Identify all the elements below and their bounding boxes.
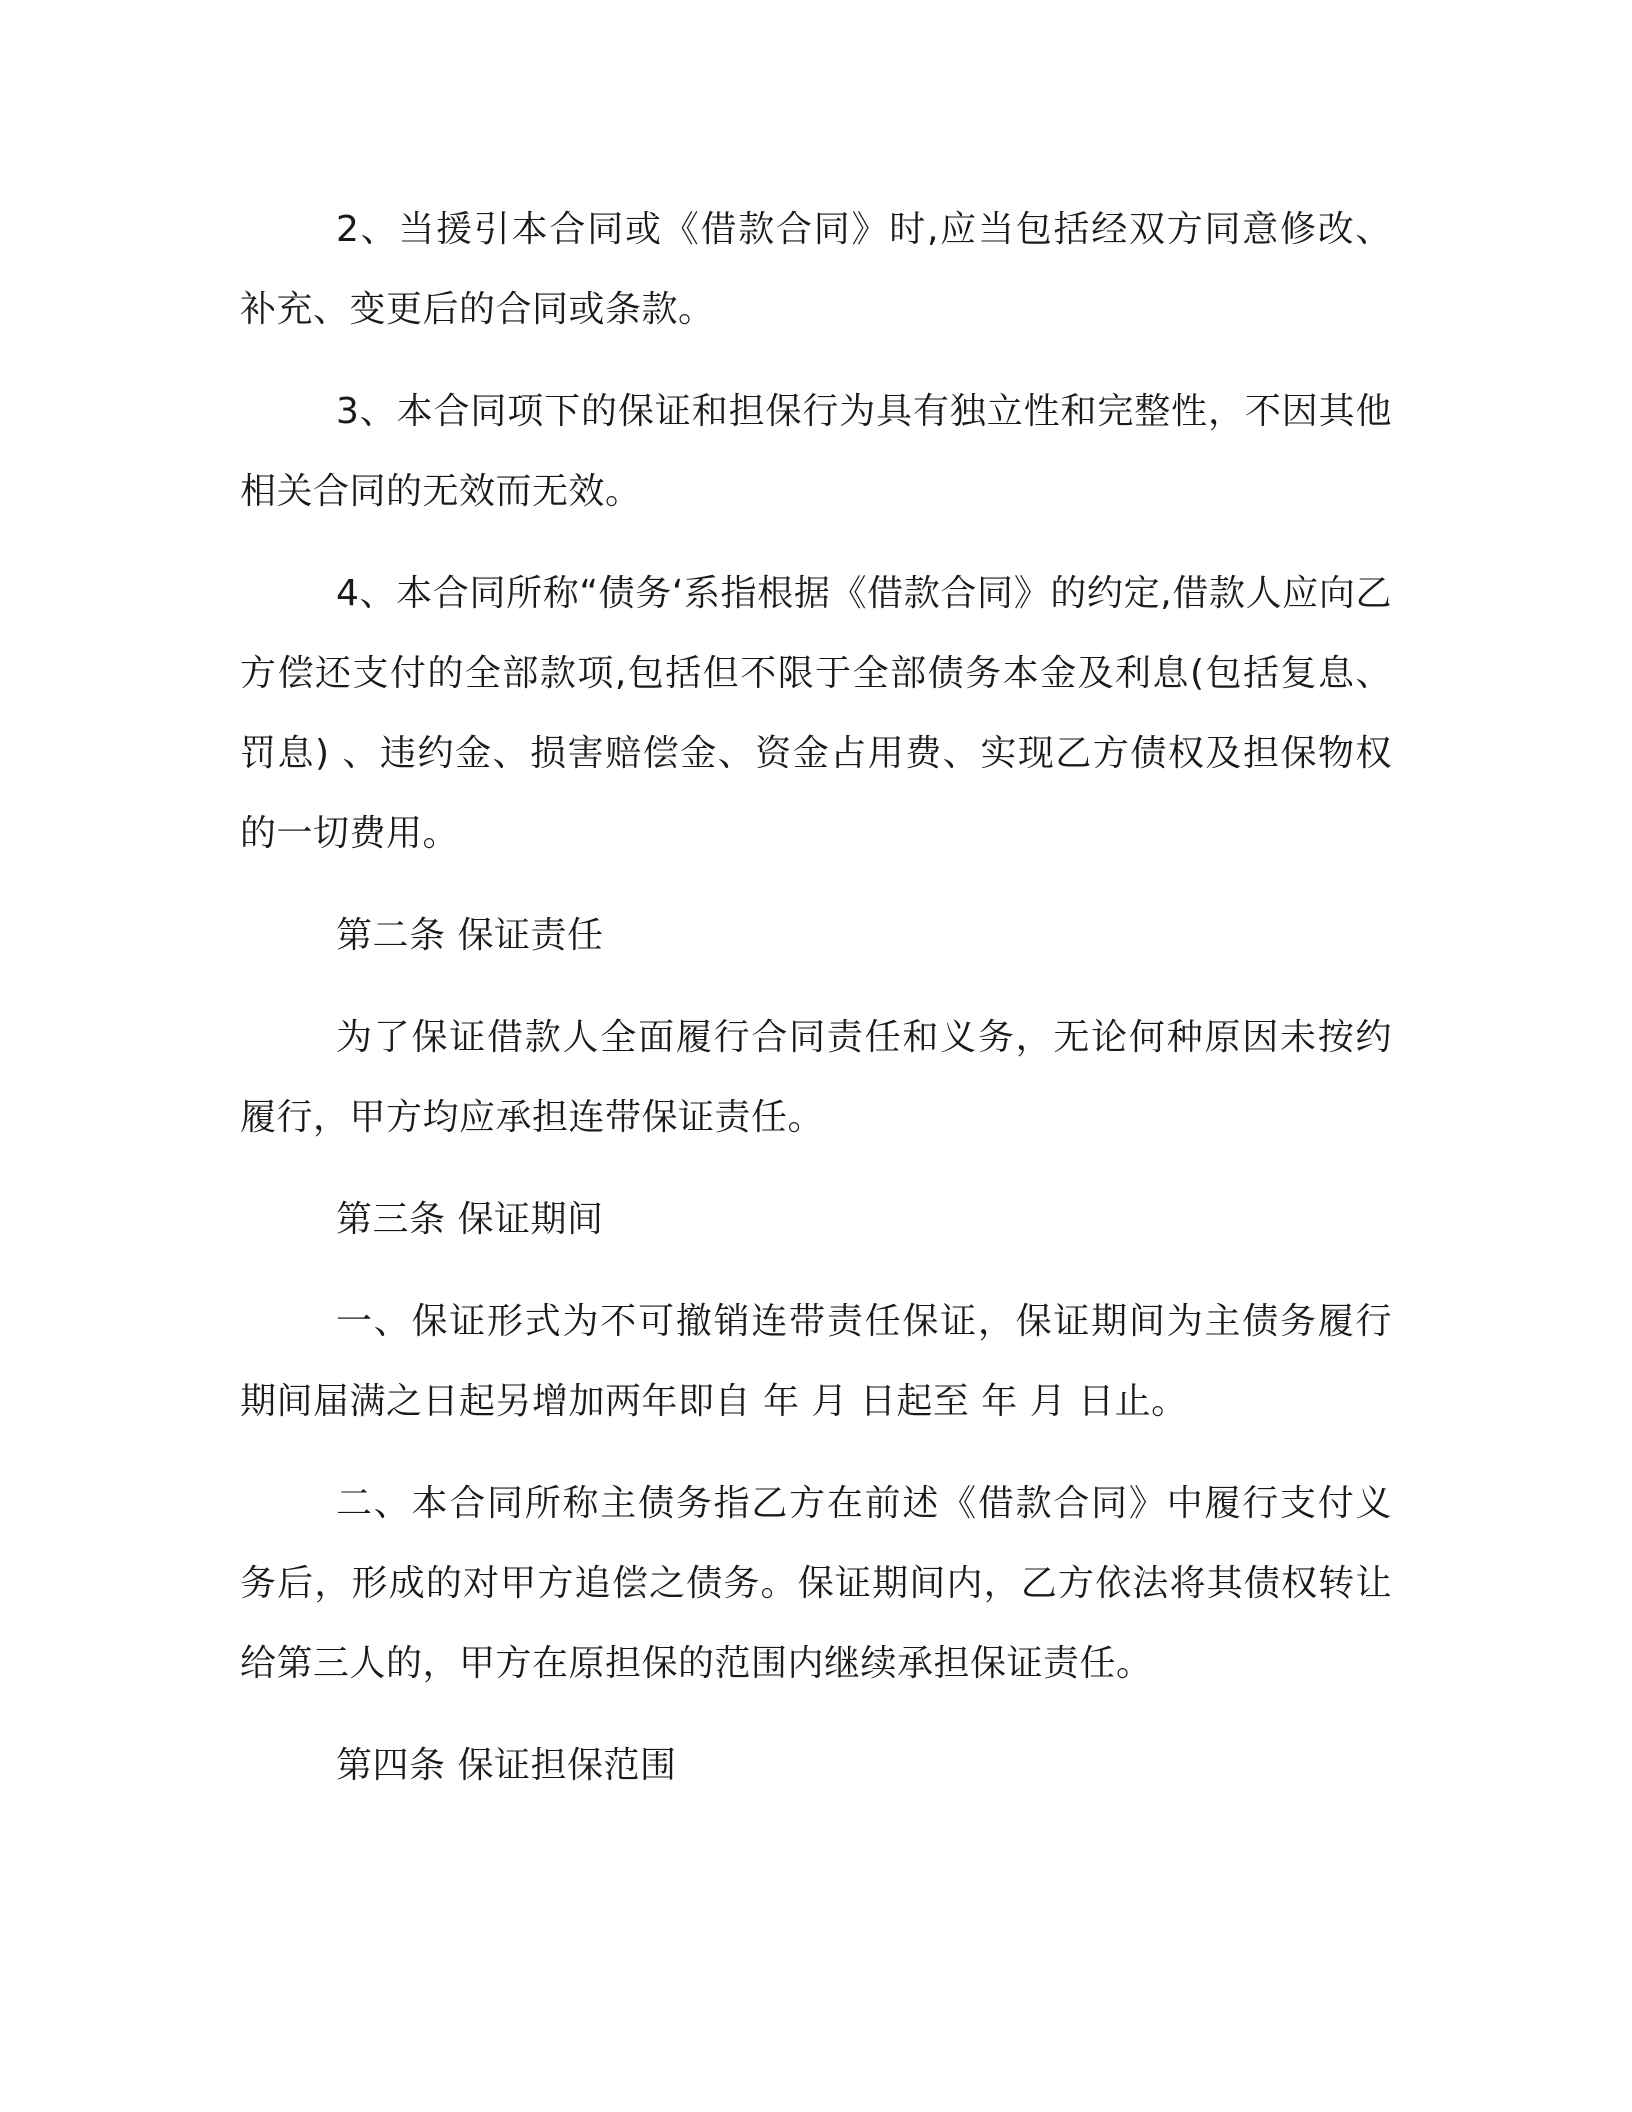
article-4-heading: 第四条 保证担保范围 [336, 1745, 677, 1786]
article-3-heading: 第三条 保证期间 [336, 1199, 604, 1240]
guarantee-period-paragraph-2: 二、本合同所称主债务指乙方在前述《借款合同》中履行支付义务后，形成的对甲方追偿之债务。保证期间内，乙方依法将其债权转让给第三人的，甲方在原担保的范围内继续承担保证责任。 [240, 1483, 1392, 1684]
guarantee-liability-paragraph: 为了保证借款人全面履行合同责任和义务，无论何种原因未按约履行，甲方均应承担连带保证责任。 [240, 1017, 1392, 1138]
document-body [240, 190, 1392, 1828]
clause-paragraph-2: 2、当援引本合同或《借款合同》时,应当包括经双方同意修改、补充、变更后的合同或条款。 [240, 209, 1392, 330]
guarantee-period-paragraph-1: 一、保证形式为不可撤销连带责任保证，保证期间为主债务履行期间届满之日起另增加两年即自 年 月 日起至 年 月 日止。 [240, 1301, 1392, 1422]
article-2-heading: 第二条 保证责任 [336, 915, 604, 956]
clause-paragraph-3: 3、本合同项下的保证和担保行为具有独立性和完整性，不因其他相关合同的无效而无效。 [240, 391, 1392, 512]
clause-paragraph-4: 4、本合同所称“债务‘系指根据《借款合同》的约定,借款人应向乙方偿还支付的全部款项,包括但不限于全部债务本金及利息(包括复息、罚息) 、违约金、损害赔偿金、资金占用费、实现乙方债权及担保物权的一切费用。 [240, 573, 1392, 854]
